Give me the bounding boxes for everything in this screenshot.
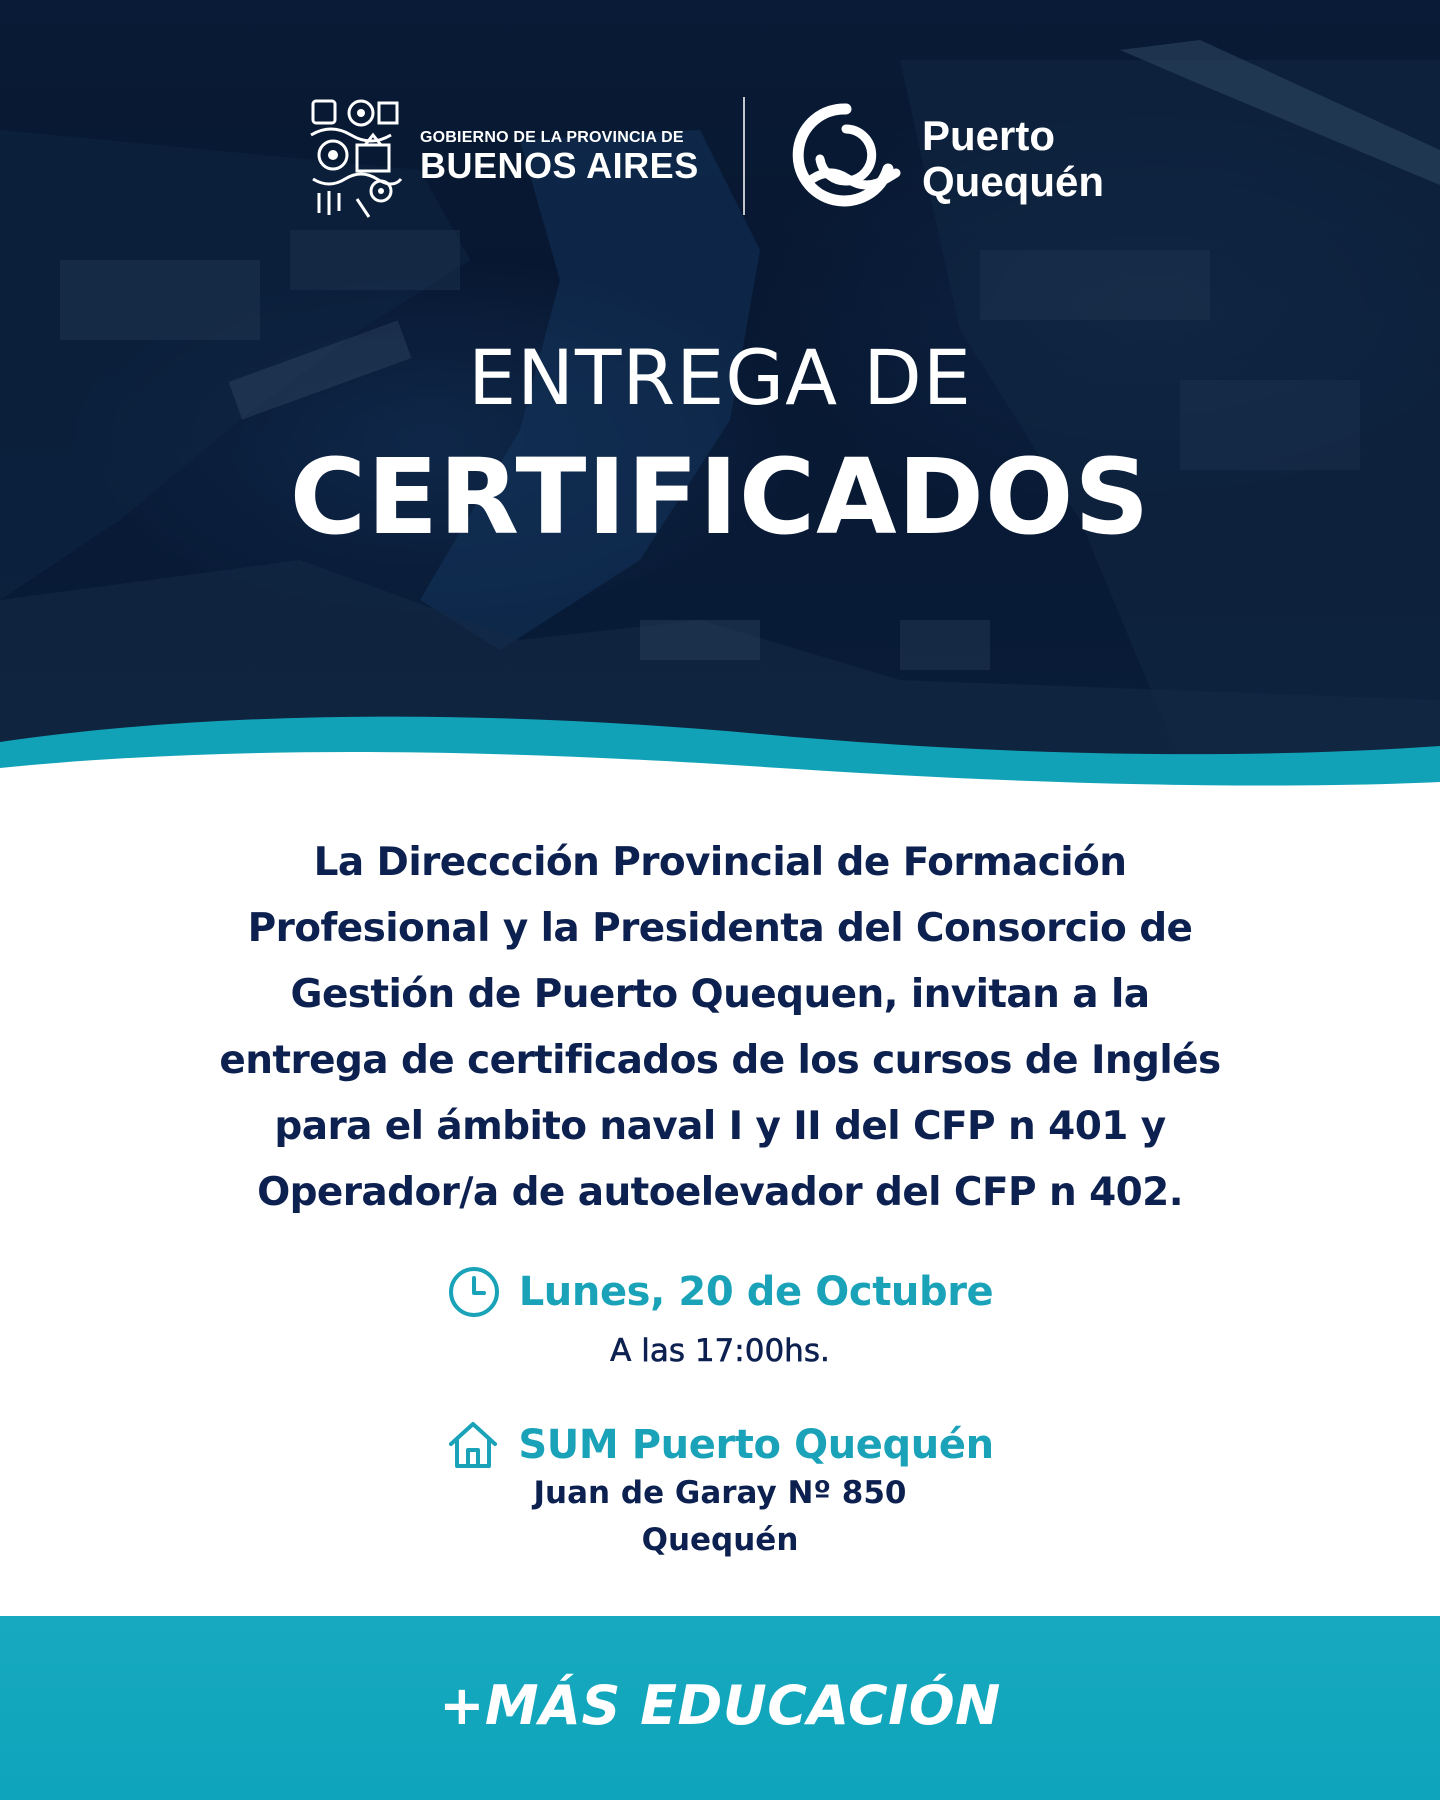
event-city: Quequén — [641, 1522, 799, 1558]
logo-divider — [743, 97, 745, 215]
buenos-aires-emblem-icon — [305, 95, 410, 225]
footer-slogan: +MÁS EDUCACIÓN — [439, 1674, 1001, 1737]
footer-banner — [0, 1616, 1440, 1800]
wave-divider — [0, 712, 1440, 822]
invitation-line: Gestión de Puerto Quequen, invitan a la — [290, 972, 1150, 1017]
invitation-line: para el ámbito naval I y II del CFP n 401 y — [274, 1104, 1166, 1149]
government-label: GOBIERNO DE LA PROVINCIA DE — [420, 129, 684, 146]
hero-banner — [0, 0, 1440, 760]
province-name: BUENOS AIRES — [420, 145, 699, 186]
house-icon — [446, 1418, 500, 1472]
event-date: Lunes, 20 de Octubre — [518, 1269, 994, 1315]
invitation-line: entrega de certificados de los cursos de Inglés — [219, 1038, 1221, 1083]
puerto-quequen-wordmark — [922, 113, 1104, 205]
port-name-line-1: Puerto — [922, 112, 1056, 159]
event-time: A las 17:00hs. — [610, 1333, 830, 1369]
puerto-quequen-logo-icon — [790, 99, 902, 211]
clock-icon — [447, 1265, 501, 1319]
event-venue-row — [0, 1415, 1440, 1475]
logo-bar — [0, 95, 1440, 220]
invitation-line: Profesional y la Presidenta del Consorcio de — [247, 906, 1193, 951]
title-line-1: ENTREGA DE — [468, 333, 972, 422]
title-line-2: CERTIFICADOS — [289, 436, 1151, 558]
port-name-line-2: Quequén — [922, 158, 1105, 205]
event-address: Juan de Garay Nº 850 — [533, 1475, 907, 1511]
invitation-line: La Direccción Provincial de Formación — [313, 840, 1127, 885]
event-venue: SUM Puerto Quequén — [518, 1422, 994, 1468]
invitation-line: Operador/a de autoelevador del CFP n 402. — [257, 1170, 1183, 1215]
event-date-row — [0, 1262, 1440, 1322]
government-wordmark — [420, 129, 699, 185]
invitation-text — [150, 830, 1290, 1226]
